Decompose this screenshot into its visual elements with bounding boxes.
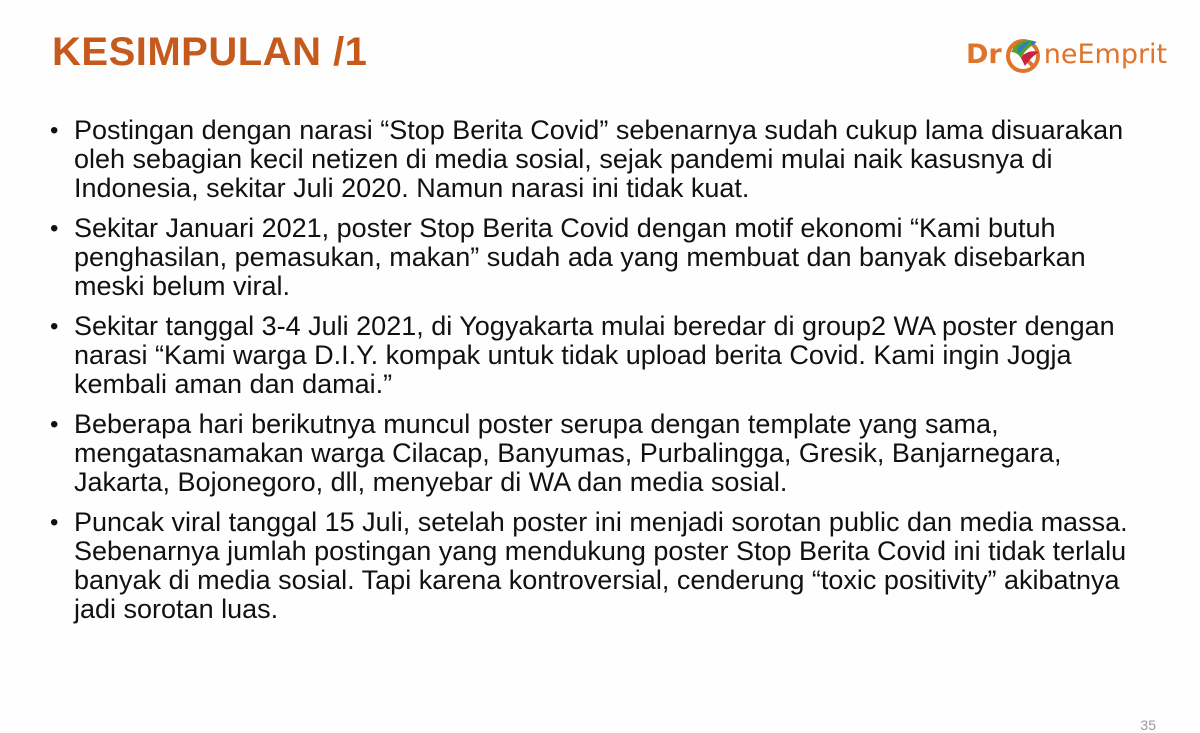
- bullet-icon: •: [50, 411, 59, 438]
- bullet-text: Puncak viral tanggal 15 Juli, setelah poster ini menjadi sorotan public dan media massa. Sebenarnya jumlah postingan yang mendukung poster Stop Berita Covid ini tidak terlalu banyak di media sosial. Tapi karena kontroversial, cenderung “toxic positivity” akibatnya jadi sorotan luas.: [74, 507, 1128, 624]
- list-item: [50, 312, 1160, 399]
- bullet-text: Sekitar tanggal 3-4 Juli 2021, di Yogyakarta mulai beredar di group2 WA poster dengan narasi “Kami warga D.I.Y. kompak untuk tidak upload berita Covid. Kami ingin Jogja kembali aman dan damai.”: [74, 311, 1115, 399]
- conclusion-bullet-list: [50, 116, 1160, 635]
- bullet-icon: •: [50, 313, 59, 340]
- slide-title: KESIMPULAN /1: [52, 30, 368, 74]
- list-item: [50, 116, 1160, 203]
- bullet-text: Beberapa hari berikutnya muncul poster serupa dengan template yang sama, mengatasnamakan warga Cilacap, Banyumas, Purbalingga, Gresik, Banjarnegara, Jakarta, Bojonegoro, dll, menyebar di WA dan media sosial.: [74, 409, 1062, 497]
- drone-emprit-logo: [966, 26, 1176, 82]
- page-number: 35: [1140, 717, 1156, 733]
- bullet-text: Sekitar Januari 2021, poster Stop Berita Covid dengan motif ekonomi “Kami butuh penghasilan, pemasukan, makan” sudah ada yang membuat dan banyak disebarkan meski belum viral.: [74, 213, 1086, 301]
- logo-text-prefix: Dr: [966, 38, 1002, 70]
- list-item: [50, 214, 1160, 301]
- list-item: [50, 410, 1160, 497]
- bullet-icon: •: [50, 117, 59, 144]
- list-item: [50, 508, 1160, 624]
- bullet-icon: •: [50, 215, 59, 242]
- logo-text-suffix: neEmprit: [1043, 38, 1168, 70]
- bullet-text: Postingan dengan narasi “Stop Berita Covid” sebenarnya sudah cukup lama disuarakan oleh sebagian kecil netizen di media sosial, sejak pandemi mulai naik kasusnya di Indonesia, sekitar Juli 2020. Namun narasi ini tidak kuat.: [74, 115, 1124, 203]
- drone-bird-logo-icon: [1003, 30, 1043, 78]
- bullet-icon: •: [50, 509, 59, 536]
